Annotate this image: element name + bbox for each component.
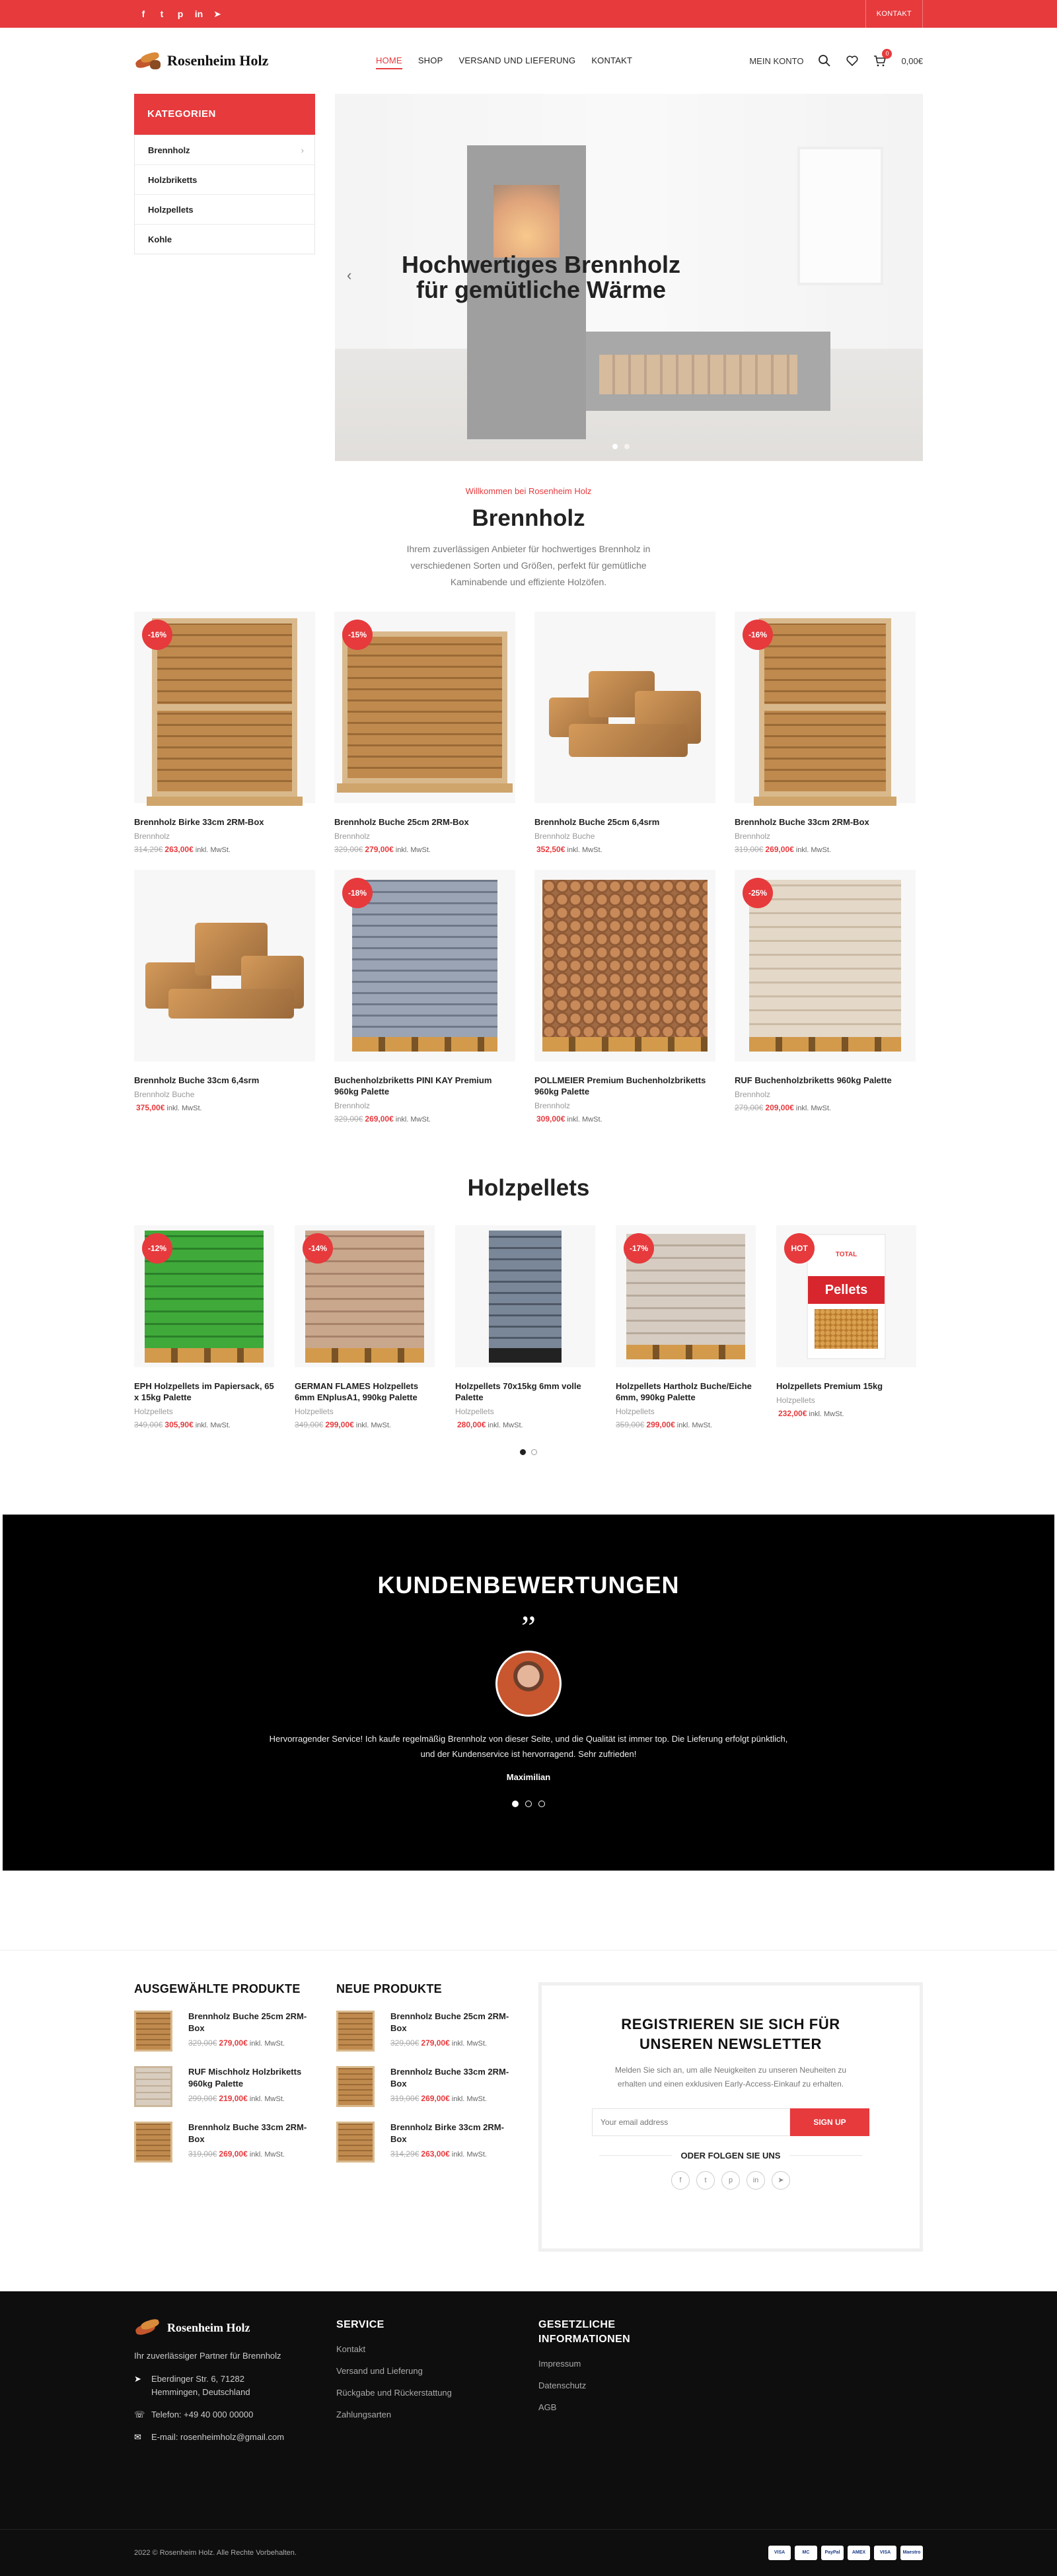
product-price [295,1420,435,1429]
top-contact-link[interactable]: KONTAKT [865,0,923,28]
product-image[interactable] [735,870,916,1061]
product-image[interactable] [735,612,916,803]
featured-products-title: AUSGEWÄHLTE PRODUKTE [134,1982,301,1995]
site-logo[interactable] [134,51,332,71]
old-price: 329,00€ [390,2038,419,2048]
current-price: 309,00€ [536,1114,565,1124]
footer-service [336,2318,538,2444]
pellet-bag-brand: TOTAL [835,1250,857,1258]
mini-product-thumb[interactable] [336,2011,375,2052]
category-menu-title: KATEGORIEN [134,94,315,135]
search-icon[interactable] [818,54,831,67]
footer-link-impressum[interactable]: Impressum [538,2359,581,2369]
featured-products-widget [134,1982,336,2252]
review-author: Maximilian [506,1772,551,1782]
product-category[interactable]: Brennholz Buche [134,1090,195,1099]
mini-product[interactable] [134,2066,336,2107]
footer-link-kontakt[interactable]: Kontakt [336,2344,366,2354]
product-card[interactable] [334,612,515,854]
product-image[interactable] [534,612,715,803]
mini-product-name[interactable]: Brennholz Buche 25cm 2RM-Box [390,2011,509,2033]
product-category[interactable]: Brennholz [534,1101,571,1110]
pellet-product-card[interactable] [134,1225,274,1429]
vat-note: inkl. MwSt. [809,1410,844,1418]
current-price: 219,00€ [219,2094,248,2103]
review-dots [3,1801,1054,1807]
product-card[interactable] [534,612,715,854]
nav-versand[interactable]: VERSAND UND LIEFERUNG [458,55,576,65]
cart-total[interactable]: 0,00€ [901,55,923,66]
chevron-right-icon: › [301,145,304,155]
site-header [0,28,1057,94]
sale-badge: -16% [142,620,172,650]
product-name[interactable]: GERMAN FLAMES Holzpellets 6mm ENplusA1, 990kg Palette [295,1381,419,1402]
product-category[interactable]: Brennholz [134,832,170,841]
vat-note: inkl. MwSt. [795,1104,831,1112]
pellet-product-card[interactable] [295,1225,435,1429]
product-category[interactable]: Brennholz Buche [534,832,595,841]
logo-text: Rosenheim Holz [167,52,269,69]
footer-link-rueckgabe[interactable]: Rückgabe und Rückerstattung [336,2388,452,2398]
product-price [776,1409,916,1418]
visa-icon: VISA [768,2546,791,2560]
holzpellets-carousel [134,1225,923,1429]
linkedin-icon[interactable]: in [194,8,203,19]
amex-icon: AMEX [848,2546,870,2560]
current-price: 263,00€ [164,845,194,854]
cart-icon[interactable] [873,50,889,67]
product-category[interactable]: Brennholz [735,832,771,841]
vat-note: inkl. MwSt. [249,2151,285,2159]
current-price: 352,50€ [536,845,565,854]
newsletter-signup-button[interactable]: SIGN UP [790,2108,869,2136]
product-image[interactable] [334,870,515,1061]
footer-service-title: SERVICE [336,2319,384,2330]
current-price: 263,00€ [421,2149,450,2159]
review-text: Hervorragender Service! Ich kaufe regelmäßig Brennholz von dieser Seite, und die Qualität ist immer top. Die Lieferung erfolgt pünktlich, und der Kundenservice ist hervorragend. Sehr zufrieden! [269,1734,788,1759]
pinterest-icon[interactable]: p [721,2171,740,2190]
logo-wood-icon [134,2318,162,2338]
old-price: 319,00€ [188,2149,217,2159]
product-name[interactable]: Brennholz Buche 25cm 2RM-Box [334,817,469,827]
footer-link-zahlungsarten[interactable]: Zahlungsarten [336,2410,392,2419]
pellet-bag-label: Pellets [808,1276,885,1304]
nav-home[interactable]: HOME [376,53,402,69]
new-products-widget [336,1982,538,2252]
location-icon: ➤ [134,2374,141,2384]
welcome-text: Willkommen bei Rosenheim Holz [465,486,592,496]
reviews-title: KUNDENBEWERTUNGEN [377,1571,680,1598]
current-price: 305,90€ [164,1420,194,1429]
newsletter-title: REGISTRIEREN SIE SICH FÜR UNSEREN NEWSLETTER [621,2016,840,2052]
product-category[interactable]: Holzpellets [295,1407,334,1416]
product-price [455,1420,595,1429]
newsletter-email-input[interactable] [592,2108,790,2136]
pellets-pager [134,1449,923,1455]
newsletter-text: Melden Sie sich an, um alle Neuigkeiten zu unseren Neuheiten zu erhalten und einen exklusiven Early-Access-Einkauf zu erhalten. [614,2065,847,2089]
product-image[interactable] [295,1225,435,1367]
old-price: 314,29€ [134,845,163,854]
newsletter-social-links [542,2171,920,2190]
mini-product-name[interactable]: Brennholz Buche 33cm 2RM-Box [390,2067,509,2089]
my-account-link[interactable]: MEIN KONTO [749,55,804,66]
holzpellets-title: Holzpellets [467,1175,590,1201]
mini-product-name[interactable]: Brennholz Birke 33cm 2RM-Box [390,2122,504,2144]
vat-note: inkl. MwSt. [567,1116,602,1124]
footer-tagline: Ihr zuverlässiger Partner für Brennholz [134,2351,281,2361]
mini-product[interactable] [134,2122,336,2163]
product-image[interactable] [534,870,715,1061]
footer-legal-title: GESETZLICHE INFORMATIONEN [538,2319,631,2345]
facebook-icon[interactable]: f [671,2171,690,2190]
mini-product[interactable] [336,2122,538,2163]
product-name[interactable]: POLLMEIER Premium Buchenholzbriketts 960kg Palette [534,1075,706,1096]
brennholz-product-grid [134,612,923,1124]
visa-electron-icon: VISA [874,2546,896,2560]
product-category[interactable]: Holzpellets [134,1407,173,1416]
old-price: 329,00€ [334,845,363,854]
pellet-product-card[interactable] [616,1225,756,1429]
vat-note: inkl. MwSt. [676,1421,712,1429]
vat-note: inkl. MwSt. [451,2095,487,2103]
mini-product-thumb[interactable] [134,2122,172,2163]
header-actions [749,50,923,67]
mini-product[interactable] [134,2011,336,2052]
current-price: 299,00€ [646,1420,675,1429]
nav-kontakt[interactable]: KONTAKT [591,55,633,65]
current-price: 280,00€ [457,1420,486,1429]
product-name[interactable]: Brennholz Buche 25cm 6,4srm [534,817,660,827]
mini-product-thumb[interactable] [336,2122,375,2163]
product-price [534,845,715,854]
review-dot[interactable] [512,1801,519,1807]
mini-product-name[interactable]: Brennholz Buche 25cm 2RM-Box [188,2011,307,2033]
payment-icons [768,2546,923,2560]
sale-badge: HOT [784,1233,815,1264]
follow-us-label: ODER FOLGEN SIE UNS [542,2151,920,2161]
mini-product-name[interactable]: RUF Mischholz Holzbriketts 960kg Palette [188,2067,302,2089]
product-price [735,845,916,854]
old-price: 329,00€ [188,2038,217,2048]
slider-dot[interactable] [624,444,630,449]
hero-slider[interactable] [335,94,923,461]
footer-link-agb[interactable]: AGB [538,2402,557,2412]
email-icon: ✉ [134,2432,141,2442]
sale-badge: -16% [743,620,773,650]
sale-badge: -12% [142,1233,172,1264]
pager-dot[interactable] [531,1449,537,1455]
product-image[interactable] [616,1225,756,1367]
top-social-links [134,9,223,20]
product-category[interactable]: Holzpellets [616,1407,655,1416]
vat-note: inkl. MwSt. [355,1421,391,1429]
wishlist-heart-icon[interactable] [846,54,859,67]
vat-note: inkl. MwSt. [166,1104,202,1112]
hero-headline: Hochwertiges Brennholz für gemütliche Wärme [401,251,681,303]
product-price [134,1420,274,1429]
current-price: 232,00€ [778,1409,807,1418]
product-price [134,845,315,854]
twitter-icon[interactable]: t [160,8,164,19]
product-name[interactable]: Holzpellets Premium 15kg [776,1381,883,1391]
mastercard-icon: MC [795,2546,817,2560]
vat-note: inkl. MwSt. [395,1116,431,1124]
product-card[interactable] [134,870,315,1124]
product-category[interactable]: Holzpellets [455,1407,494,1416]
main-nav [376,53,632,69]
category-item-holzbriketts[interactable]: Holzbriketts [135,164,314,194]
vat-note: inkl. MwSt. [195,846,231,854]
footer-link-datenschutz[interactable]: Datenschutz [538,2380,587,2390]
sale-badge: -25% [743,878,773,908]
sale-badge: -14% [303,1233,333,1264]
product-card[interactable] [134,612,315,854]
brennholz-description: Ihrem zuverlässigen Anbieter für hochwertiges Brennholz in verschiedenen Sorten und Größen, perfekt für gemütliche Kaminabende und effiziente Holzöfen. [406,544,651,587]
current-price: 269,00€ [365,1114,394,1124]
telegram-icon[interactable]: ➤ [213,8,221,19]
product-price [735,1103,916,1112]
product-category[interactable]: Holzpellets [776,1396,815,1405]
product-name[interactable]: Buchenholzbriketts PINI KAY Premium 960kg Palette [334,1075,492,1096]
product-name[interactable]: Holzpellets 70x15kg 6mm volle Palette [455,1381,581,1402]
product-card[interactable] [534,870,715,1124]
product-price [134,1103,315,1112]
copyright-text: 2022 © Rosenheim Holz. Alle Rechte Vorbehalten. [134,2549,297,2557]
reviewer-avatar [495,1651,562,1717]
current-price: 279,00€ [365,845,394,854]
current-price: 299,00€ [325,1420,354,1429]
footer-logo-text: Rosenheim Holz [167,2320,250,2334]
new-products-title: NEUE PRODUKTE [336,1982,442,1995]
product-card[interactable] [735,870,916,1124]
pellet-product-card[interactable] [455,1225,595,1429]
nav-shop[interactable]: SHOP [418,55,443,65]
product-category[interactable]: Brennholz [334,832,371,841]
footer-address: Eberdinger Str. 6, 71282 Hemmingen, Deutschland [151,2374,250,2397]
old-price: 279,00€ [735,1103,764,1112]
paypal-icon: PayPal [821,2546,844,2560]
current-price: 269,00€ [219,2149,248,2159]
category-item-kohle[interactable]: Kohle [135,224,314,254]
current-price: 279,00€ [219,2038,248,2048]
product-name[interactable]: Holzpellets Hartholz Buche/Eiche 6mm, 990kg Palette [616,1381,752,1402]
vat-note: inkl. MwSt. [249,2040,285,2048]
logo-wood-icon [134,51,162,71]
current-price: 279,00€ [421,2038,450,2048]
product-name[interactable]: Brennholz Buche 33cm 6,4srm [134,1075,260,1085]
product-category[interactable]: Brennholz [735,1090,771,1099]
slider-dots [612,444,630,449]
current-price: 375,00€ [136,1103,165,1112]
product-name[interactable]: EPH Holzpellets im Papiersack, 65 x 15kg Palette [134,1381,274,1402]
vat-note: inkl. MwSt. [249,2095,285,2103]
vat-note: inkl. MwSt. [567,846,602,854]
reviews-section [3,1515,1054,1871]
product-image[interactable] [334,612,515,803]
footer-about [134,2318,336,2444]
product-image[interactable] [134,1225,274,1367]
footer-email[interactable]: E-mail: rosenheimholz@gmail.com [151,2432,285,2442]
slider-prev-arrow-icon[interactable]: ‹ [347,267,352,283]
mini-product-thumb[interactable] [336,2066,375,2107]
product-image[interactable] [134,870,315,1061]
pellet-product-card[interactable] [776,1225,916,1429]
mini-product-name[interactable]: Brennholz Buche 33cm 2RM-Box [188,2122,307,2144]
product-card[interactable] [334,870,515,1124]
footer-link-versand[interactable]: Versand und Lieferung [336,2366,423,2376]
telegram-icon[interactable]: ➤ [772,2171,790,2190]
old-price: 314,29€ [390,2149,419,2159]
mini-product[interactable] [336,2011,538,2052]
brennholz-title: Brennholz [472,505,585,531]
vat-note: inkl. MwSt. [795,846,831,854]
linkedin-icon[interactable]: in [747,2171,765,2190]
category-item-brennholz[interactable]: Brennholz › [135,135,314,164]
vat-note: inkl. MwSt. [451,2151,487,2159]
twitter-icon[interactable]: t [696,2171,715,2190]
product-name[interactable]: Brennholz Buche 33cm 2RM-Box [735,817,869,827]
sale-badge: -17% [624,1233,654,1264]
product-price [334,845,515,854]
quote-icon: ” [521,1608,536,1645]
vat-note: inkl. MwSt. [195,1421,231,1429]
vat-note: inkl. MwSt. [488,1421,523,1429]
vat-note: inkl. MwSt. [395,846,431,854]
vat-note: inkl. MwSt. [451,2040,487,2048]
footer-phone[interactable]: Telefon: +49 40 000 00000 [151,2410,254,2419]
old-price: 349,00€ [134,1420,163,1429]
sale-badge: -18% [342,878,373,908]
current-price: 209,00€ [765,1103,794,1112]
phone-icon: ☏ [134,2410,145,2419]
top-bar [0,0,1057,28]
product-image[interactable] [776,1225,916,1367]
review-dot[interactable] [525,1801,532,1807]
footer-bottom [0,2529,1057,2576]
footer-legal [538,2318,741,2444]
old-price: 319,00€ [390,2094,419,2103]
category-menu [134,94,315,461]
mini-product[interactable] [336,2066,538,2107]
product-price [534,1114,715,1124]
old-price: 359,00€ [616,1420,645,1429]
product-price [334,1114,515,1124]
newsletter-box [538,1982,923,2252]
maestro-icon: Maestro [900,2546,923,2560]
slider-dot[interactable] [612,444,618,449]
category-item-holzpellets[interactable]: Holzpellets [135,194,314,224]
product-image[interactable] [455,1225,595,1367]
product-image[interactable] [134,612,315,803]
product-category[interactable]: Brennholz [334,1101,371,1110]
site-footer [0,2291,1057,2529]
cart-count-badge: 0 [882,49,892,59]
product-card[interactable] [735,612,916,854]
pinterest-icon[interactable]: p [177,8,184,19]
pager-dot[interactable] [520,1449,526,1455]
old-price: 329,00€ [334,1114,363,1124]
review-dot[interactable] [538,1801,545,1807]
old-price: 349,00€ [295,1420,324,1429]
current-price: 269,00€ [765,845,794,854]
mini-product-thumb[interactable] [134,2066,172,2107]
product-name[interactable]: Brennholz Birke 33cm 2RM-Box [134,817,264,827]
old-price: 319,00€ [735,845,764,854]
mini-product-thumb[interactable] [134,2011,172,2052]
facebook-icon[interactable]: f [141,8,145,19]
product-price [616,1420,756,1429]
old-price: 299,00€ [188,2094,217,2103]
sale-badge: -15% [342,620,373,650]
product-name[interactable]: RUF Buchenholzbriketts 960kg Palette [735,1075,892,1085]
current-price: 269,00€ [421,2094,450,2103]
